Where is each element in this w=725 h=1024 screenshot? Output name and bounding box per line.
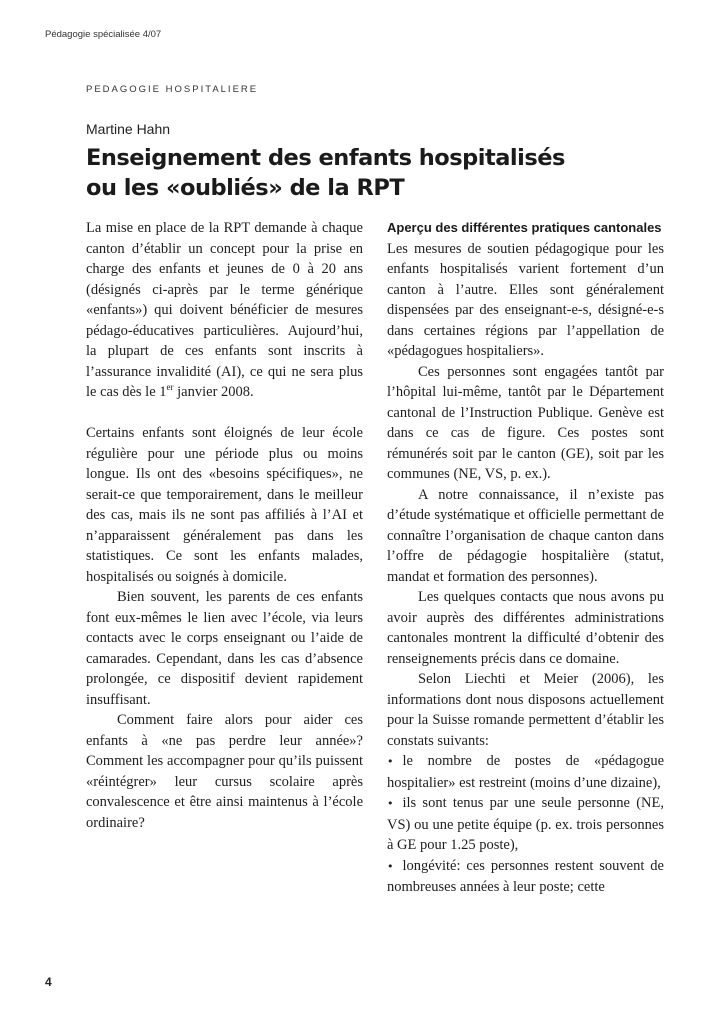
right-paragraph-1: Les mesures de soutien pédagogique pour les enfants hospitalisés varient fortement d’un canton à l’autre. Elles sont généralement dispensées par des enseignant-e-s, désigné-e-s dans certaines régions par l’appellation de «pédagogues hospitaliers».	[387, 240, 664, 359]
bullet-marker: •	[387, 797, 394, 810]
list-item	[387, 751, 664, 793]
section-subheading: Aperçu des différentes pratiques cantonales	[387, 220, 662, 235]
author-name: Martine Hahn	[86, 121, 171, 137]
left-paragraph-4: Comment faire alors pour aider ces enfants à «ne pas perdre leur année»? Comment les accompagner pour qu’ils puissent «réintégrer» leur cursus scolaire après convalescence et être ainsi maintenus à l’école ordinaire?	[86, 712, 363, 831]
title-line-2: ou les «oubliés» de la RPT	[86, 175, 405, 201]
left-paragraph-2: Certains enfants sont éloignés de leur école régulière pour une période plus ou moins longue. Ils ont des «besoins spécifiques», ne serait-ce que temporairement, dans le meilleur des cas, mais ils ne sont pas affiliés à l’AI et n’apparaissent généralement pas dans les statistiques. Ce sont les enfants malades, hospitalisés ou soignés à domicile.	[86, 425, 363, 585]
left-p1-text: La mise en place de la RPT demande à chaque canton d’établir un concept pour la prise en charge des enfants et jeunes de 0 à 20 ans (désignés ci-après par le terme générique «enfants») qui doivent bénéficier de mesures pédago-éducatives particulières. Aujourd’hui, la plupart de ces enfants sont inscrits à l’assurance invalidité (AI), ce qui ne sera plus le cas dès le 1	[86, 220, 363, 400]
right-paragraph-4: Les quelques contacts que nous avons pu avoir auprès des différentes administrations cantonales montrent la difficulté d’obtenir des renseignements précis dans ce domaine.	[387, 589, 664, 667]
title-line-1: Enseignement des enfants hospitalisés	[86, 145, 565, 171]
list-item-text: le nombre de postes de «pédagogue hospitalier» est restreint (moins d’une dizaine),	[387, 753, 664, 791]
findings-list	[387, 751, 664, 898]
bullet-marker: •	[387, 859, 394, 873]
section-label: PEDAGOGIE HOSPITALIERE	[86, 84, 259, 95]
list-item	[387, 856, 664, 898]
right-paragraph-3: A notre connaissance, il n’existe pas d’étude systématique et officielle permettant de connaître l’organisation de chaque canton dans l’offre de pédagogie hospitalière (statut, mandat et formation des personnes).	[387, 486, 664, 585]
left-column	[86, 218, 363, 833]
list-item	[387, 793, 664, 856]
list-item-text: ils sont tenus par une seule personne (NE, VS) ou une petite équipe (p. ex. trois personnes à GE pour 1.25 poste),	[387, 795, 664, 853]
bullet-marker: •	[387, 755, 394, 768]
left-paragraph-1	[86, 218, 363, 403]
right-paragraph-2: Ces personnes sont engagées tantôt par l’hôpital lui-même, tantôt par le Département cantonal de l’Instruction Publique. Genève est dans ce cas de figure. Ces postes sont rémunérés soit par le canton (GE), soit par les communes (NE, VS, p. ex.).	[387, 363, 664, 482]
left-paragraph-3: Bien souvent, les parents de ces enfants font eux-mêmes le lien avec l’école, via leurs contacts avec le corps enseignant ou l’aide de camarades. Cependant, dans les cas d’absence prolongée, ce dispositif devient rapidement insuffisant.	[86, 589, 363, 708]
left-p1-text-end: janvier 2008.	[173, 384, 254, 400]
right-column	[387, 218, 664, 898]
page-number: 4	[45, 975, 52, 989]
list-item-text: longévité: ces personnes restent souvent de nombreuses années à leur poste; cette	[387, 857, 664, 895]
running-header: Pédagogie spécialisée 4/07	[45, 29, 162, 40]
ordinal-superscript: er	[166, 382, 174, 393]
article-title	[86, 143, 686, 203]
right-paragraph-5: Selon Liechti et Meier (2006), les informations dont nous disposons actuellement pour la Suisse romande permettent d’établir les constats suivants:	[387, 671, 664, 749]
